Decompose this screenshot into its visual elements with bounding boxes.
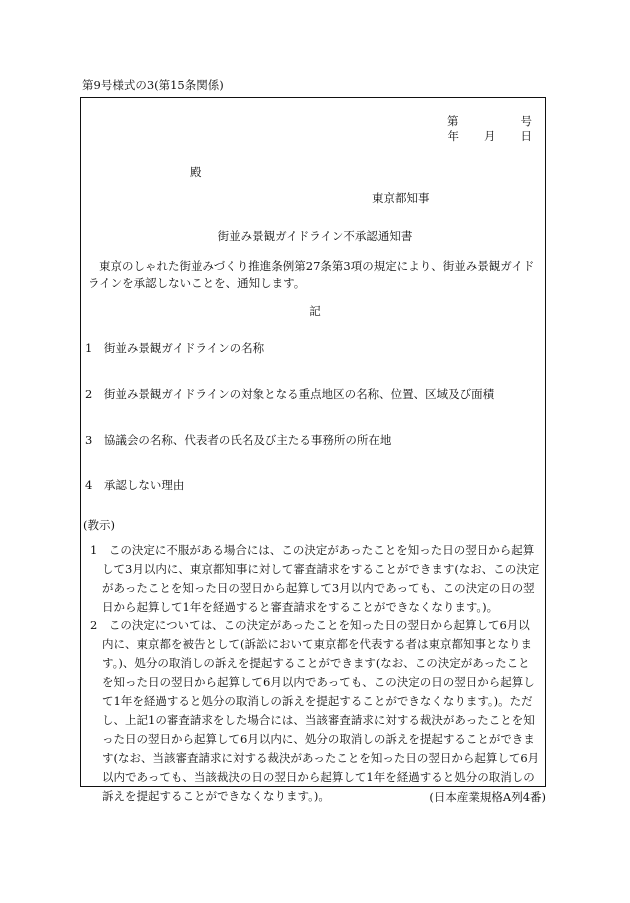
list-item-name: 1 街並み景観ガイドラインの名称 (85, 341, 265, 355)
document-date-line (448, 131, 533, 143)
instruction-item: 2 この決定については、この決定があったことを知った日の翌日から起算して6月以内に、東京都を被告として(訴訟において東京都を代表する者は東京都知事となります。)、処分の取消しの訴えを提起することができます(なお、この決定があったことを知った日の翌日から起算して6月以内であっても、この決定の日の翌日から起算して1年を経過すると処分の取消しの訴えを提起することができなくなります。)。ただし、上記1の審査請求をした場合には、当該審査請求に対する裁決があったことを知った日の翌日から起算して6月以内に、処分の取消しの訴えを提起することができます(なお、当該審査請求に対する裁決があったことを知った日の翌日から起算して6月以内であっても、当該裁決の日の翌日から起算して1年を経過すると処分の取消しの訴えを提起することができなくなります。)。 (90, 618, 540, 803)
document-number-line (447, 116, 532, 128)
number-prefix: 第 (447, 114, 459, 128)
date-day: 日 (520, 129, 532, 143)
list-item-district: 2 街並み景観ガイドラインの対象となる重点地区の名称、位置、区域及び面積 (85, 387, 495, 401)
addressee-suffix: 殿 (190, 165, 202, 179)
date-year: 年 (447, 129, 459, 143)
instruction-item: 1 この決定に不服がある場合には、この決定があったことを知った日の翌日から起算して3月以内に、東京都知事に対して審査請求をすることができます(なお、この決定があったことを知った日の翌日から起算して3月以内であっても、この決定の日の翌日から起算して1年を経過すると審査請求をすることができなくなります。)。 (90, 543, 540, 614)
document-title: 街並み景観ガイドライン不承認通知書 (217, 229, 413, 243)
number-suffix: 号 (520, 114, 532, 128)
paper-spec-label: (日本産業規格A列4番) (429, 790, 546, 804)
form-number-label: 第9号様式の3(第15条関係) (82, 78, 224, 92)
date-month: 月 (484, 129, 496, 143)
issuer-name: 東京都知事 (372, 191, 430, 205)
notice-body-text: 東京のしゃれた街並みづくり推進条例第27条第3項の規定により、街並み景観ガイドラインを承認しないことを、通知します。 (88, 259, 535, 290)
list-item-reason: 4 承認しない理由 (85, 478, 185, 492)
instruction-heading: (教示) (83, 518, 115, 532)
list-item-council: 3 協議会の名称、代表者の氏名及び主たる事務所の所在地 (85, 433, 392, 447)
ki-label: 記 (309, 304, 321, 318)
